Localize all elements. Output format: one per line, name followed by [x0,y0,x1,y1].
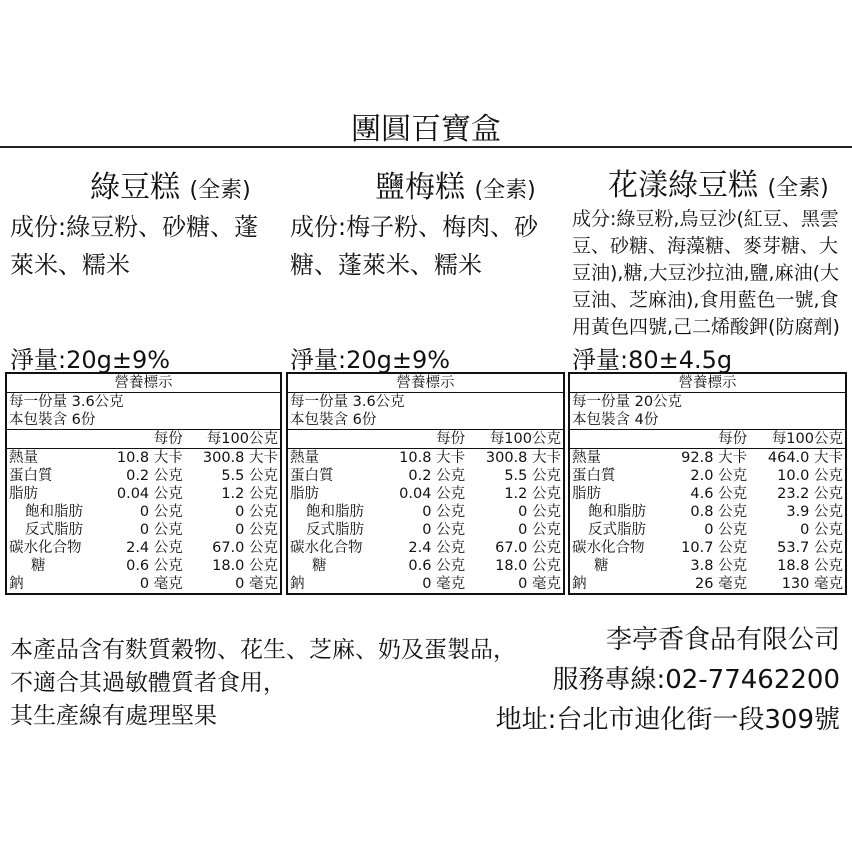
nutrition-heading: 營養標示 [287,373,564,393]
table-row [569,521,846,539]
per-serving-value: 0.04 公克 [116,486,183,502]
per-100g-value: 300.8 大卡 [485,450,561,466]
nutrition-heading: 營養標示 [6,373,281,393]
servings-per-package: 本包裝含 4份 [569,411,846,430]
table-row [569,575,846,594]
per-serving-value: 10.7 公克 [681,540,748,556]
nutrition-table-3 [568,372,847,595]
nutrition-heading: 營養標示 [569,373,846,393]
per-serving-value: 2.0 公克 [690,468,748,484]
page-title: 團圓百寶盒 [351,112,501,147]
per-100g-value: 67.0 公克 [212,540,278,556]
company-address: 地址:台北市迪化街一段309號 [495,705,840,735]
per-100g-value: 5.5 公克 [221,468,278,484]
allergen-line: 本產品含有麩質穀物、花生、芝麻、奶及蛋製品， [10,637,516,663]
nutrient-label: 熱量 [9,450,38,466]
nutrient-label: 鈉 [9,576,24,592]
per-100g-value: 67.0 公克 [495,540,561,556]
per-serving-value: 0 公克 [139,504,183,520]
service-hotline: 服務專線:02-77462200 [552,665,840,695]
per-100g-value: 10.0 公克 [777,468,843,484]
product-name-text: 綠豆糕 [90,170,180,205]
table-row [287,539,564,557]
table-row [6,557,281,575]
per-100g-value: 23.2 公克 [777,486,843,502]
per-100g-value: 300.8 大卡 [202,450,278,466]
per-100g-value: 3.9 公克 [786,504,843,520]
per-serving-value: 10.8 大卡 [399,450,466,466]
per-100g-value: 0 公克 [518,522,561,538]
serving-size: 每一份量 20公克 [572,394,683,410]
col-per-serving: 每份 [665,430,750,449]
nutrient-label: 碳水化合物 [9,540,82,556]
table-row [287,503,564,521]
per-serving-value: 0 毫克 [422,576,466,592]
table-row [569,449,846,468]
table-row [287,449,564,468]
nutrient-label: 反式脂肪 [306,522,364,538]
nutrient-label: 熱量 [572,450,601,466]
per-serving-value: 0 公克 [139,522,183,538]
per-serving-value: 92.8 大卡 [681,450,748,466]
net-weight-1: 淨量:20g±9% [10,346,171,374]
per-100g-value: 18.0 公克 [212,558,278,574]
company-info [496,620,840,740]
per-100g-value: 18.8 公克 [777,558,843,574]
per-serving-value: 10.8 大卡 [116,450,183,466]
net-weight-3: 淨量:80±4.5g [572,346,733,374]
table-row [569,467,846,485]
per-100g-value: 130 毫克 [781,576,843,592]
table-row [569,539,846,557]
table-row [6,467,281,485]
table-row [6,485,281,503]
product-name-1 [90,162,251,206]
per-serving-value: 0 毫克 [139,576,183,592]
product-tag: (全素) [767,176,829,201]
per-serving-value: 0 公克 [704,522,748,538]
servings-per-package: 本包裝含 6份 [6,411,281,430]
per-serving-value: 0 公克 [422,504,466,520]
col-per-serving: 每份 [101,430,185,449]
product-name-3 [608,160,829,204]
per-serving-value: 3.8 公克 [690,558,748,574]
table-row [6,539,281,557]
per-100g-value: 0 公克 [800,522,843,538]
nutrient-label: 飽和脂肪 [25,504,83,520]
table-row [6,449,281,468]
title-divider [0,146,852,148]
allergen-notice [10,634,516,733]
per-100g-value: 53.7 公克 [777,540,843,556]
per-serving-value: 0.8 公克 [690,504,748,520]
serving-size: 每一份量 3.6公克 [290,394,405,410]
allergen-line: 不適合其過敏體質者食用， [10,670,286,696]
per-100g-value: 1.2 公克 [504,486,561,502]
table-row [569,557,846,575]
nutrient-label: 脂肪 [572,486,601,502]
per-serving-value: 4.6 公克 [690,486,748,502]
ingredients-1: 成份:綠豆粉、砂糖、蓬萊米、糯米 [10,213,259,279]
net-weight-2: 淨量:20g±9% [290,346,451,374]
per-serving-value: 0.6 公克 [408,558,466,574]
ingredients-2: 成份:梅子粉、梅肉、砂糖、蓬萊米、糯米 [290,213,539,279]
nutrient-label: 反式脂肪 [588,522,646,538]
per-100g-value: 0 公克 [235,504,278,520]
col-per-100g: 每100公克 [749,430,846,449]
nutrition-table-1 [5,372,282,595]
nutrient-label: 飽和脂肪 [588,504,646,520]
per-100g-value: 1.2 公克 [221,486,278,502]
product-name-2 [375,162,536,206]
per-serving-value: 0.2 公克 [126,468,183,484]
ingredients-3: 成分:綠豆粉,烏豆沙(紅豆、黑雲豆、砂糖、海藻糖、麥芽糖、大豆油),糖,大豆沙拉油,鹽,麻油(大豆油、芝麻油),食用藍色一號,食用黃色四號,己二烯酸鉀(防腐劑) [572,208,840,338]
per-100g-value: 0 公克 [518,504,561,520]
nutrient-label: 碳水化合物 [290,540,363,556]
product-name-text: 鹽梅糕 [375,170,465,205]
col-per-100g: 每100公克 [467,430,564,449]
table-row [6,575,281,594]
nutrient-label: 飽和脂肪 [306,504,364,520]
table-row [287,521,564,539]
table-row [6,521,281,539]
product-name-text: 花漾綠豆糕 [608,168,758,203]
per-100g-value: 464.0 大卡 [767,450,843,466]
per-100g-value: 0 公克 [235,522,278,538]
per-serving-value: 26 毫克 [695,576,748,592]
per-100g-value: 18.0 公克 [495,558,561,574]
serving-size: 每一份量 3.6公克 [9,394,124,410]
col-per-100g: 每100公克 [185,430,281,449]
table-row [287,485,564,503]
nutrient-label: 糖 [594,558,609,574]
per-serving-value: 2.4 公克 [126,540,183,556]
servings-per-package: 本包裝含 6份 [287,411,564,430]
nutrient-label: 碳水化合物 [572,540,645,556]
company-name: 李亭香食品有限公司 [605,625,840,655]
nutrient-label: 蛋白質 [290,468,334,484]
product-tag: (全素) [474,178,536,203]
per-serving-value: 0 公克 [422,522,466,538]
allergen-line: 其生產線有處理堅果 [10,703,217,729]
per-serving-value: 0.2 公克 [408,468,466,484]
table-row [287,575,564,594]
nutrient-label: 蛋白質 [9,468,53,484]
table-row [287,557,564,575]
col-per-serving: 每份 [383,430,468,449]
table-row [287,467,564,485]
per-100g-value: 5.5 公克 [504,468,561,484]
nutrient-label: 鈉 [290,576,305,592]
nutrient-label: 糖 [312,558,327,574]
per-100g-value: 0 毫克 [235,576,278,592]
product-tag: (全素) [189,178,251,203]
table-row [6,503,281,521]
nutrient-label: 熱量 [290,450,319,466]
nutrition-table-2 [286,372,565,595]
table-row [569,503,846,521]
nutrient-label: 糖 [31,558,46,574]
nutrient-label: 鈉 [572,576,587,592]
per-100g-value: 0 毫克 [518,576,561,592]
nutrient-label: 脂肪 [290,486,319,502]
per-serving-value: 2.4 公克 [408,540,466,556]
nutrient-label: 脂肪 [9,486,38,502]
nutrient-label: 反式脂肪 [25,522,83,538]
table-row [569,485,846,503]
per-serving-value: 0.04 公克 [399,486,466,502]
per-serving-value: 0.6 公克 [126,558,183,574]
nutrient-label: 蛋白質 [572,468,616,484]
